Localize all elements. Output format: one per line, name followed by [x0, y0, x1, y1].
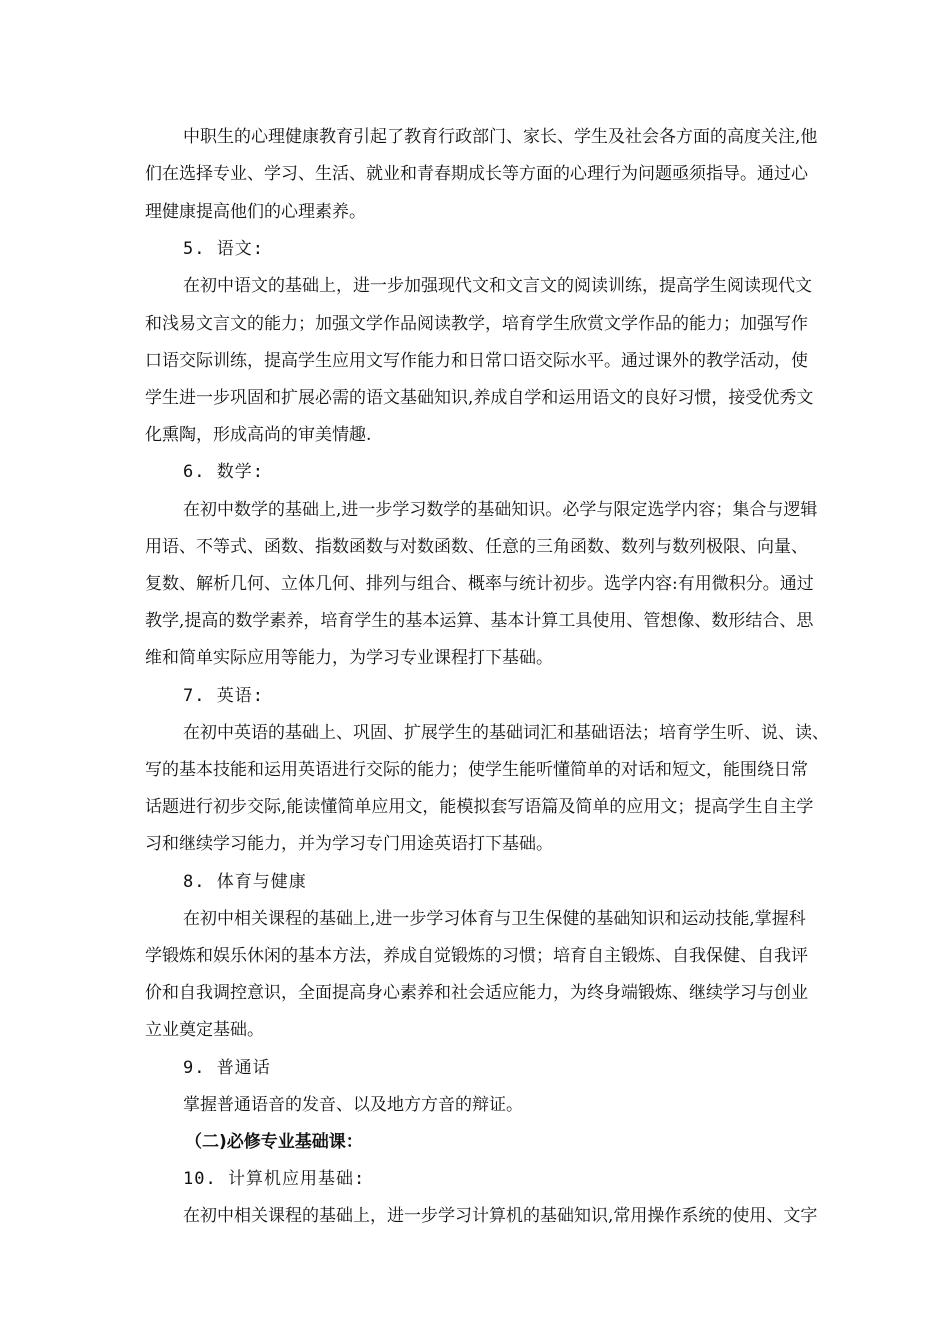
- s5-line-2: 和浅易文言文的能力；加强文学作品阅读教学，培育学生欣赏文学作品的能力；加强写作: [145, 314, 808, 334]
- s9-line-1: 掌握普通语音的发音、以及地方方音的辩证。: [183, 1095, 523, 1115]
- section-5-heading: 5. 语文:: [183, 239, 264, 259]
- s7-line-4: 习和继续学习能力，并为学习专门用途英语打下基础。: [145, 834, 553, 854]
- section-2-heading: （二)必修专业基础课：: [185, 1132, 363, 1152]
- s8-line-2: 学锻炼和娱乐休闲的基本方法，养成自觉锻炼的习惯；培育自主锻炼、自我保健、自我评: [145, 946, 808, 966]
- s5-line-1: 在初中语文的基础上，进一步加强现代文和文言文的阅读训练，提高学生阅读现代文: [183, 276, 812, 296]
- s6-line-5: 维和简单实际应用等能力，为学习专业课程打下基础。: [145, 648, 553, 668]
- section-8-heading: 8. 体育与健康: [183, 872, 307, 892]
- intro-line-3: 理健康提高他们的心理素养。: [145, 202, 366, 222]
- s5-line-3: 口语交际训练，提高学生应用文写作能力和日常口语交际水平。通过课外的教学活动，使: [145, 351, 808, 371]
- s5-line-4: 学生进一步巩固和扩展必需的语文基础知识,养成自学和运用语文的良好习惯，接受优秀文: [145, 388, 814, 408]
- intro-line-1: 中职生的心理健康教育引起了教育行政部门、家长、学生及社会各方面的高度关注,他: [183, 127, 818, 147]
- s7-line-1: 在初中英语的基础上、巩固、扩展学生的基础词汇和基础语法；培育学生听、说、读、: [183, 723, 829, 743]
- s6-line-4: 教学,提高的数学素养，培育学生的基本运算、基本计算工具使用、管想像、数形结合、思: [145, 611, 814, 631]
- s7-line-2: 写的基本技能和运用英语进行交际的能力；使学生能听懂简单的对话和短文，能围绕日常: [145, 760, 808, 780]
- s6-line-2: 用语、不等式、函数、指数函数与对数函数、任意的三角函数、数列与数列极限、向量、: [145, 537, 808, 557]
- s6-line-1: 在初中数学的基础上,进一步学习数学的基础知识。必学与限定选学内容；集合与逻辑: [183, 500, 818, 520]
- section-10-heading: 10. 计算机应用基础:: [183, 1169, 366, 1189]
- intro-line-2: 们在选择专业、学习、生活、就业和青春期成长等方面的心理行为问题亟须指导。通过心: [145, 164, 808, 184]
- s6-line-3: 复数、解析几何、立体几何、排列与组合、概率与统计初步。选学内容:有用微积分。通过: [145, 574, 814, 594]
- s8-line-4: 立业奠定基础。: [145, 1020, 264, 1040]
- s5-line-5: 化熏陶，形成高尚的审美情趣.: [145, 425, 372, 445]
- section-9-heading: 9. 普通话: [183, 1058, 271, 1078]
- section-7-heading: 7. 英语:: [183, 686, 264, 706]
- s7-line-3: 话题进行初步交际,能读懂简单应用文，能模拟套写语篇及简单的应用文；提高学生自主学: [145, 797, 814, 817]
- s8-line-3: 价和自我调控意识，全面提高身心素养和社会适应能力，为终身端锻炼、继续学习与创业: [145, 983, 808, 1003]
- section-6-heading: 6. 数学:: [183, 462, 264, 482]
- s8-line-1: 在初中相关课程的基础上,进一步学习体育与卫生保健的基础知识和运动技能,掌握科: [183, 909, 806, 929]
- s10-line-1: 在初中相关课程的基础上，进一步学习计算机的基础知识,常用操作系统的使用、文字: [183, 1206, 818, 1226]
